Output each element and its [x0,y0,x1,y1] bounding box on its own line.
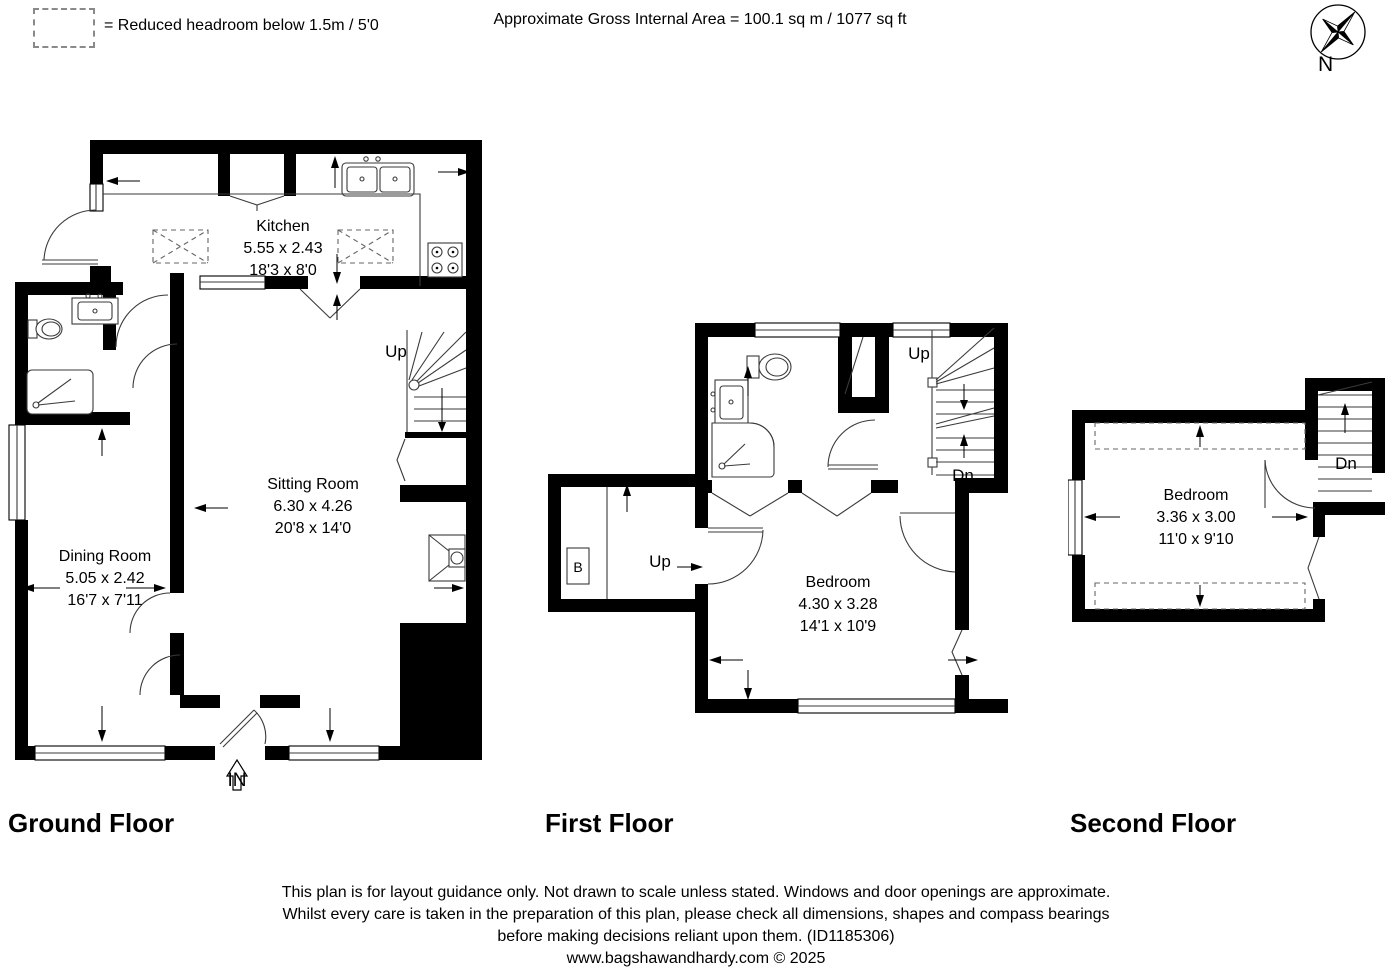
compass-north-label: N [1318,53,1334,76]
second-bedroom-dims-metric: 3.36 x 3.00 [1156,509,1236,526]
first-bedroom-name: Bedroom [805,574,871,591]
sitting-room-dims-metric: 6.30 x 4.26 [273,498,353,515]
website-url: www.bagshawandhardy.com [566,950,770,967]
sitting-room-name: Sitting Room [267,476,359,493]
ground-stairs-up-label: Up [385,342,407,361]
first-bedroom-dims-imperial: 14'1 x 10'9 [799,618,877,635]
first-bedroom-dims-metric: 4.30 x 3.28 [798,596,878,613]
ground-floor-title: Ground Floor [8,808,175,838]
first-basin-icon [711,380,748,425]
second-floor-plan [1068,375,1390,630]
shower-tray-icon [27,370,93,414]
kitchen-sink-icon [342,157,414,196]
toilet-icon [28,319,62,339]
kitchen-skylight-right [338,230,393,263]
first-shower-icon [712,423,774,477]
first-bedroom-label [798,572,877,638]
second-doors [1265,460,1319,599]
reduced-headroom-legend-label: = Reduced headroom below 1.5m / 5'0 [104,17,379,34]
first-floor-drawing [545,320,1015,715]
ground-windows [9,184,379,760]
kitchen-name: Kitchen [256,218,310,235]
second-bedroom-name: Bedroom [1163,487,1229,504]
first-floor-plan [545,320,1015,715]
first-windows [755,323,955,713]
basin-icon [72,294,118,324]
fireplace-icon [429,535,465,581]
second-stairs-down-label: Dn [1335,454,1357,473]
first-stairs-down-label: Dn [952,466,974,485]
disclaimer [0,882,1392,948]
first-walls [548,323,1008,713]
website-line [0,950,1392,968]
sitting-room-dims-imperial: 20'8 x 14'0 [274,520,352,537]
ground-floor-plan [8,136,488,800]
first-stairs [928,328,994,475]
dining-room-name: Dining Room [58,548,152,565]
copyright: © 2025 [773,950,826,967]
second-windows [1068,480,1082,555]
kitchen-skylight-left [153,230,208,263]
ground-stairs [397,330,466,481]
first-toilet-icon [747,354,791,380]
entrance-in-label: IN [227,770,247,791]
kitchen-label [243,216,322,282]
sitting-room-label [267,474,359,540]
boiler-label: B [573,559,583,575]
compass-icon [1306,2,1370,62]
dining-room-dims-imperial: 16'7 x 7'11 [67,592,143,609]
disclaimer-line-3: before making decisions reliant upon them. (ID1185306) [497,928,895,945]
second-bedroom-dims-imperial: 11'0 x 9'10 [1158,531,1234,548]
corridor-up-label: Up [649,552,671,571]
gross-internal-area-label: Approximate Gross Internal Area = 100.1 sq m / 1077 sq ft [493,11,907,28]
understairs-cupboard-door [397,439,405,481]
second-bedroom-label [1156,485,1235,551]
reduced-headroom-legend-swatch [33,8,95,48]
dining-room-dims-metric: 5.05 x 2.42 [65,570,145,587]
second-stairs [1318,382,1372,491]
disclaimer-line-2: Whilst every care is taken in the preparation of this plan, please check all dimensions, shapes and compass bearings [282,906,1110,923]
kitchen-dims-metric: 5.55 x 2.43 [243,240,323,257]
dining-room-label [59,546,151,612]
first-dimension-arrows [623,366,978,700]
first-floor-title: First Floor [545,808,674,838]
second-floor-title: Second Floor [1070,808,1237,838]
hob-icon [428,243,462,277]
kitchen-dims-imperial: 18'3 x 8'0 [249,262,317,279]
first-stairs-up-label: Up [908,344,930,363]
disclaimer-line-1: This plan is for layout guidance only. Not drawn to scale unless stated. Windows and door openings are approximate. [281,884,1111,901]
